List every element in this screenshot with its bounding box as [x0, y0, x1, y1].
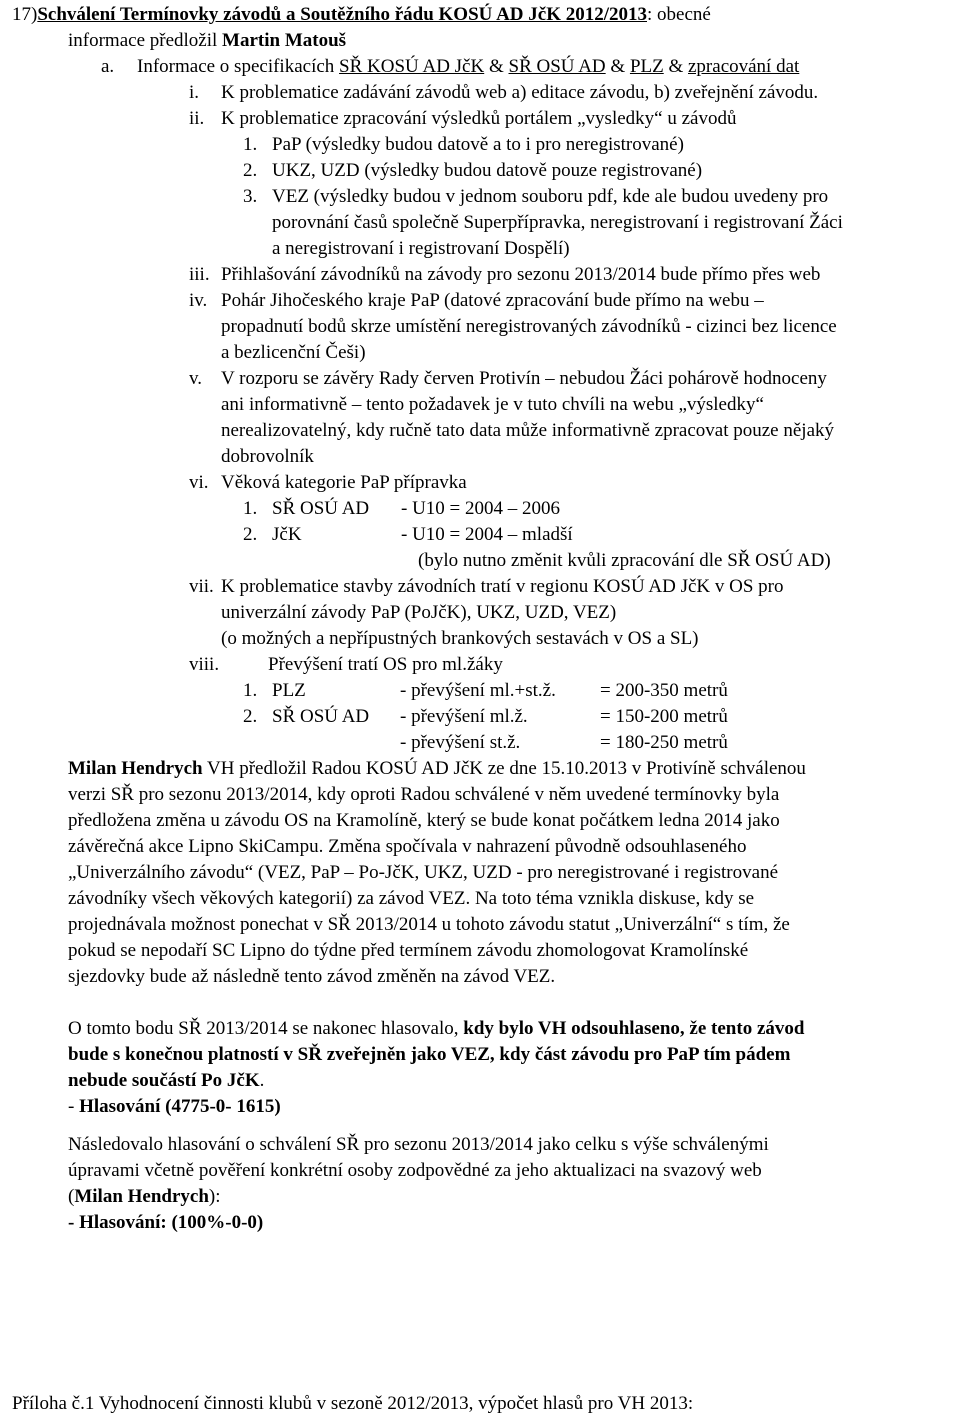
para1-line-4: závěrečná akce Lipno SkiCampu. Změna spočívala v nahrazení původně odsouhlaseného	[68, 836, 747, 857]
link-plz: PLZ	[629, 56, 664, 77]
roman-iv-line-3: a bezlicenční Češi)	[221, 342, 366, 363]
roman-iv-label: iv.	[189, 290, 208, 311]
roman-iv-line-2: propadnutí bodů skrze umístění neregistrovaných závodníků - cizinci bez licence	[221, 316, 837, 337]
roman-v-line-1: V rozporu se závěry Rady červen Protivín – nebudou Žáci pohárově hodnoceny	[221, 368, 827, 389]
roman-vii-line-2: univerzální závody PaP (PoJčK), UKZ, UZD, VEZ)	[221, 602, 617, 623]
vi-note: (bylo nutno změnit kvůli zpracování dle SŘ OSÚ AD)	[418, 550, 831, 571]
ii-item-2-text: UKZ, UZD (výsledky budou datově pouze registrované)	[272, 160, 703, 181]
para3-line-1: Následovalo hlasování o schválení SŘ pro sezonu 2013/2014 jako celku s výše schválenými	[68, 1134, 769, 1155]
item-17-presenter-line: informace předložil Martin Matouš	[68, 30, 347, 51]
viii-row-1-value: = 200-350 metrů	[600, 680, 728, 701]
roman-viii-label: viii.	[189, 654, 220, 675]
roman-v-line-3: nerealizovatelný, kdy ručně tato data může informativně zpracovat pouze nějaký	[221, 420, 835, 441]
ii-item-1-num: 1.	[243, 134, 258, 155]
sub-item-a-text: Informace o specifikacích SŘ KOSÚ AD JčK & SŘ OSÚ AD & PLZ & zpracování dat	[137, 56, 800, 77]
vi-row-1-value: - U10 = 2004 – 2006	[401, 498, 561, 519]
viii-row-2-desc: - převýšení ml.ž.	[400, 706, 528, 727]
roman-viii-text: Převýšení tratí OS pro ml.žáky	[268, 654, 503, 675]
ii-item-3-num: 3.	[243, 186, 258, 207]
link-sr-osu: SŘ OSÚ AD	[508, 56, 606, 77]
para1-line-9: sjezdovky bude až následně tento závod změněn na závod VEZ.	[68, 966, 556, 987]
para3-line-2: úpravami včetně pověření konkrétní osoby zodpovědné za jeho aktualizaci na svazový web	[68, 1160, 762, 1181]
presenter-name: Martin Matouš	[222, 30, 347, 51]
para1-line-8: pokud se nepodaří SC Lipno do týdne před termínem závodu zhomologovat Kramolínské	[68, 940, 749, 961]
roman-ii-label: ii.	[189, 108, 205, 129]
ii-item-3-line-1: VEZ (výsledky budou v jednom souboru pdf, kde ale budou uvedeny pro	[272, 186, 829, 207]
viii-row-2-num: 2.	[243, 706, 258, 727]
link-sr-kosu: SŘ KOSÚ AD JčK	[339, 56, 485, 77]
footer-attachment-title: Příloha č.1 Vyhodnocení činnosti klubů v sezoně 2012/2013, výpočet hlasů pro VH 2013:	[12, 1393, 694, 1414]
viii-row-1-name: PLZ	[272, 680, 306, 701]
viii-row-1-desc: - převýšení ml.+st.ž.	[400, 680, 556, 701]
para2-vote: - Hlasování (4775-0- 1615)	[68, 1096, 281, 1117]
viii-row-3-value: = 180-250 metrů	[600, 732, 728, 753]
roman-vi-text: Věková kategorie PaP přípravka	[221, 472, 467, 493]
vi-row-2-value: - U10 = 2004 – mladší	[401, 524, 573, 545]
para1-line-2: verzi SŘ pro sezonu 2013/2014, kdy oproti Radou schválené v něm uvedené termínovky byla	[68, 784, 780, 805]
roman-ii-text: K problematice zpracování výsledků portálem „vysledky“ u závodů	[221, 108, 737, 129]
vi-row-2-num: 2.	[243, 524, 258, 545]
roman-iii-label: iii.	[189, 264, 210, 285]
link-zpracovani-dat: zpracování dat	[688, 56, 800, 77]
roman-v-label: v.	[189, 368, 203, 389]
item-17-title: Schválení Termínovky závodů a Soutěžního řádu KOSÚ AD JčK 2012/2013	[37, 4, 647, 25]
para1-line-7: projednávala možnost ponechat v SŘ 2013/2014 u tohoto závodu statut „Univerzální“ s tím, že	[68, 914, 790, 935]
viii-row-2-name: SŘ OSÚ AD	[272, 706, 370, 727]
viii-row-2-value: = 150-200 metrů	[600, 706, 728, 727]
roman-vi-label: vi.	[189, 472, 209, 493]
vi-row-2-name: JčK	[272, 524, 302, 545]
sub-item-a: a.	[101, 56, 115, 77]
para3-vote: - Hlasování: (100%-0-0)	[68, 1212, 264, 1233]
para2-line-3: nebude součástí Po JčK.	[68, 1070, 265, 1091]
ii-item-1-text: PaP (výsledky budou datově a to i pro neregistrované)	[272, 134, 684, 155]
para1-line-5: „Univerzálního závodu“ (VEZ, PaP – Po-JčK, UKZ, UZD - pro neregistrované i registrované	[68, 862, 779, 883]
para2-line-1: O tomto bodu SŘ 2013/2014 se nakonec hlasovalo, kdy bylo VH odsouhlaseno, že tento závod	[68, 1018, 805, 1039]
roman-iv-line-1: Pohár Jihočeského kraje PaP (datové zpracování bude přímo na webu –	[221, 290, 764, 311]
ii-item-3-line-2: porovnání časů společně Superpřípravka, neregistrovaní i registrovaní Žáci	[272, 212, 843, 233]
roman-vii-label: vii.	[189, 576, 214, 597]
para1-line-6: závodníky všech věkových kategorií) za závod VEZ. Na toto téma vznikla diskuse, kdy se	[68, 888, 755, 909]
para1-line-3: předložena změna u závodu OS na Kramolíně, který se bude konat počátkem ledna 2014 jako	[68, 810, 780, 831]
ii-item-3-line-3: a neregistrovaní i registrovaní Dospělí)	[272, 238, 570, 259]
roman-v-line-4: dobrovolník	[221, 446, 314, 467]
para3-line-3: (Milan Hendrych):	[68, 1186, 221, 1207]
roman-i-label: i.	[189, 82, 200, 103]
viii-row-3-desc: - převýšení st.ž.	[400, 732, 521, 753]
viii-row-1-num: 1.	[243, 680, 258, 701]
para2-line-2: bude s konečnou platností v SŘ zveřejněn jako VEZ, kdy část závodu pro PaP tím pádem	[68, 1044, 791, 1065]
roman-v-line-2: ani informativně – tento požadavek je v tuto chvíli na webu „výsledky“	[221, 394, 764, 415]
roman-i-text: K problematice zadávání závodů web a) editace závodu, b) zveřejnění závodu.	[221, 82, 819, 103]
item-17-heading: 17)Schválení Termínovky závodů a Soutěžního řádu KOSÚ AD JčK 2012/2013: obecné	[12, 4, 711, 25]
vi-row-1-name: SŘ OSÚ AD	[272, 498, 370, 519]
roman-vii-line-3: (o možných a nepřípustných brankových sestavách v OS a SL)	[221, 628, 699, 649]
para3-name: Milan Hendrych	[74, 1186, 209, 1207]
para1-presenter: Milan Hendrych	[68, 758, 203, 779]
vi-row-1-num: 1.	[243, 498, 258, 519]
para1-line-1: Milan Hendrych VH předložil Radou KOSÚ AD JčK ze dne 15.10.2013 v Protivíně schválenou	[68, 758, 806, 779]
roman-iii-text: Přihlašování závodníků na závody pro sezonu 2013/2014 bude přímo přes web	[221, 264, 821, 285]
ii-item-2-num: 2.	[243, 160, 258, 181]
roman-vii-line-1: K problematice stavby závodních tratí v regionu KOSÚ AD JčK v OS pro	[221, 576, 784, 597]
